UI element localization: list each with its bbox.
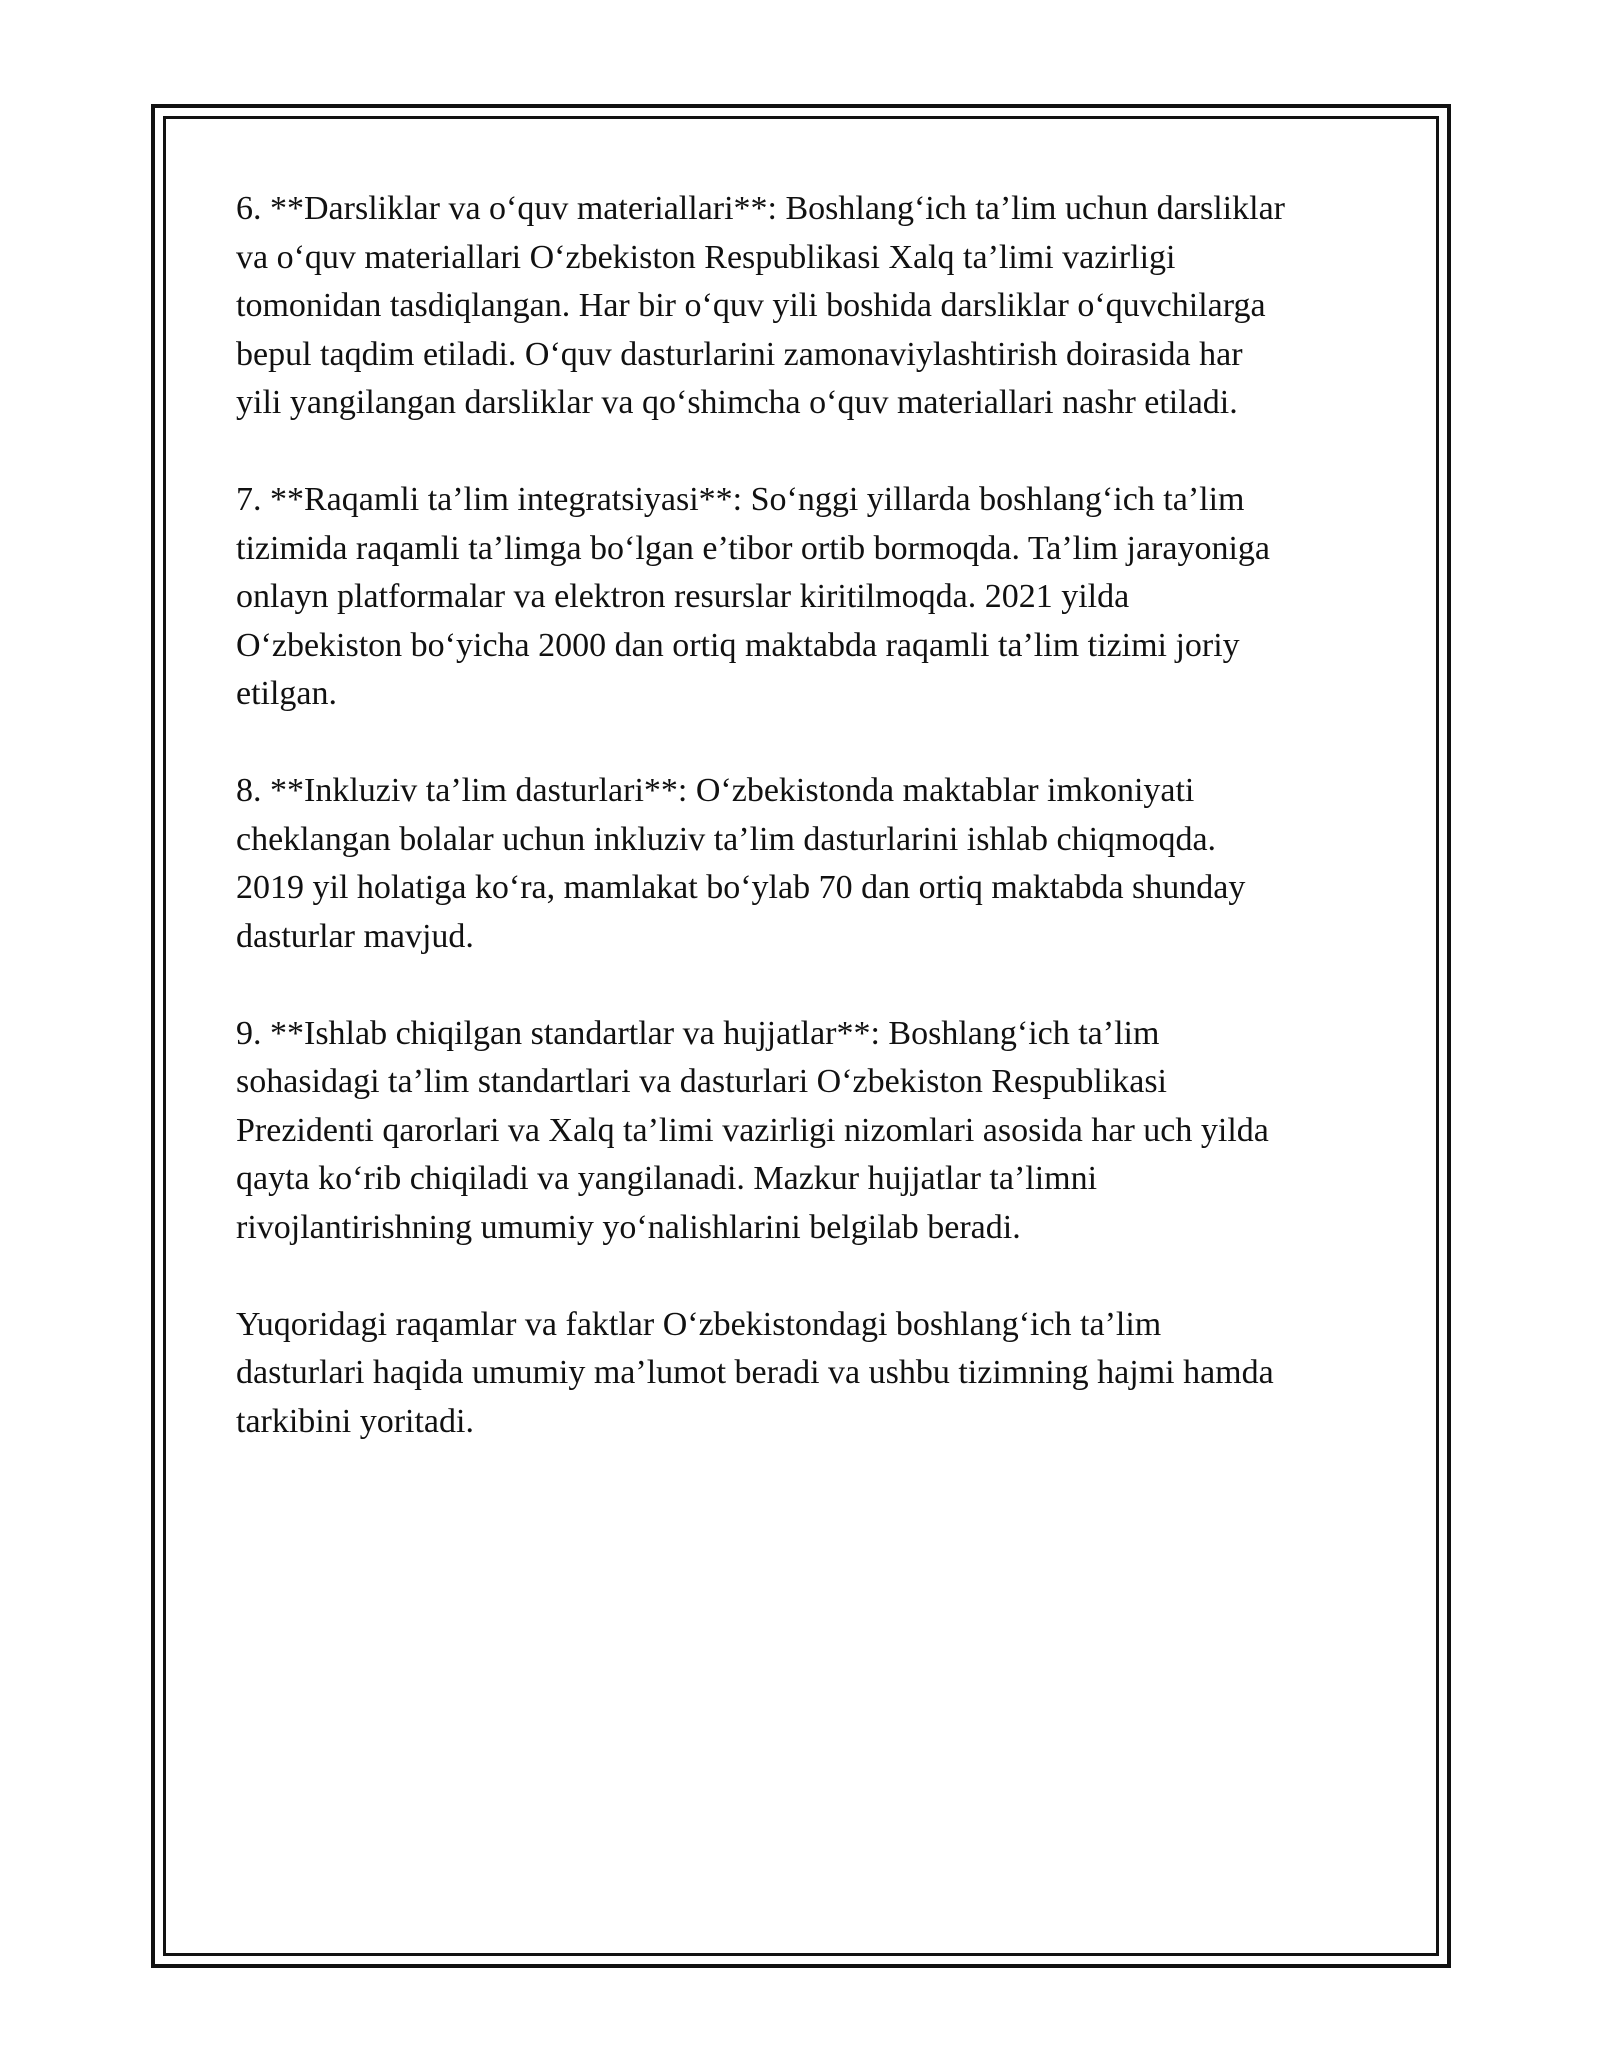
paragraph-inclusive-education: 8. **Inkluziv ta’lim dasturlari**: O‘zbekistonda maktablar imkoniyati cheklangan bolalar uchun inkluziv ta’lim dasturlarini ishlab chiqmoqda. 2019 yil holatiga ko‘ra, mamlakat bo‘ylab 70 dan ortiq maktabda shunday dasturlar mavjud. [236,772,1246,955]
document-body [236,185,1386,1495]
paragraph-standards: 9. **Ishlab chiqilgan standartlar va hujjatlar**: Boshlang‘ich ta’lim sohasidagi ta’lim standartlari va dasturlari O‘zbekiston Respublikasi Prezidenti qarorlari va Xalq ta’limi vazirligi nizomlari asosida har uch yilda qayta ko‘rib chiqiladi va yangilanadi. Mazkur hujjatlar ta’limni rivojlantirishning umumiy yo‘nalishlarini belgilab beradi. [236,1014,1269,1246]
paragraph-conclusion: Yuqoridagi raqamlar va faktlar O‘zbekistondagi boshlang‘ich ta’lim dasturlari haqida umumiy ma’lumot beradi va ushbu tizimning hajmi hamda tarkibini yoritadi. [236,1305,1274,1440]
paragraph-digital-education: 7. **Raqamli ta’lim integratsiyasi**: So‘nggi yillarda boshlang‘ich ta’lim tizimida raqamli ta’limga bo‘lgan e’tibor ortib bormoqda. Ta’lim jarayoniga onlayn platformalar va elektron resurslar kiritilmoqda. 2021 yilda O‘zbekiston bo‘yicha 2000 dan ortiq maktabda raqamli ta’lim tizimi joriy etilgan. [236,481,1271,712]
paragraph-textbooks: 6. **Darsliklar va o‘quv materiallari**: Boshlang‘ich ta’lim uchun darsliklar va o‘quv materiallari O‘zbekiston Respublikasi Xalq ta’limi vazirligi tomonidan tasdiqlangan. Har bir o‘quv yili boshida darsliklar o‘quvchilarga bepul taqdim etiladi. O‘quv dasturlarini zamonaviylashtirish doirasida har yili yangilangan darsliklar va qo‘shimcha o‘quv materiallari nashr etiladi. [236,190,1285,421]
